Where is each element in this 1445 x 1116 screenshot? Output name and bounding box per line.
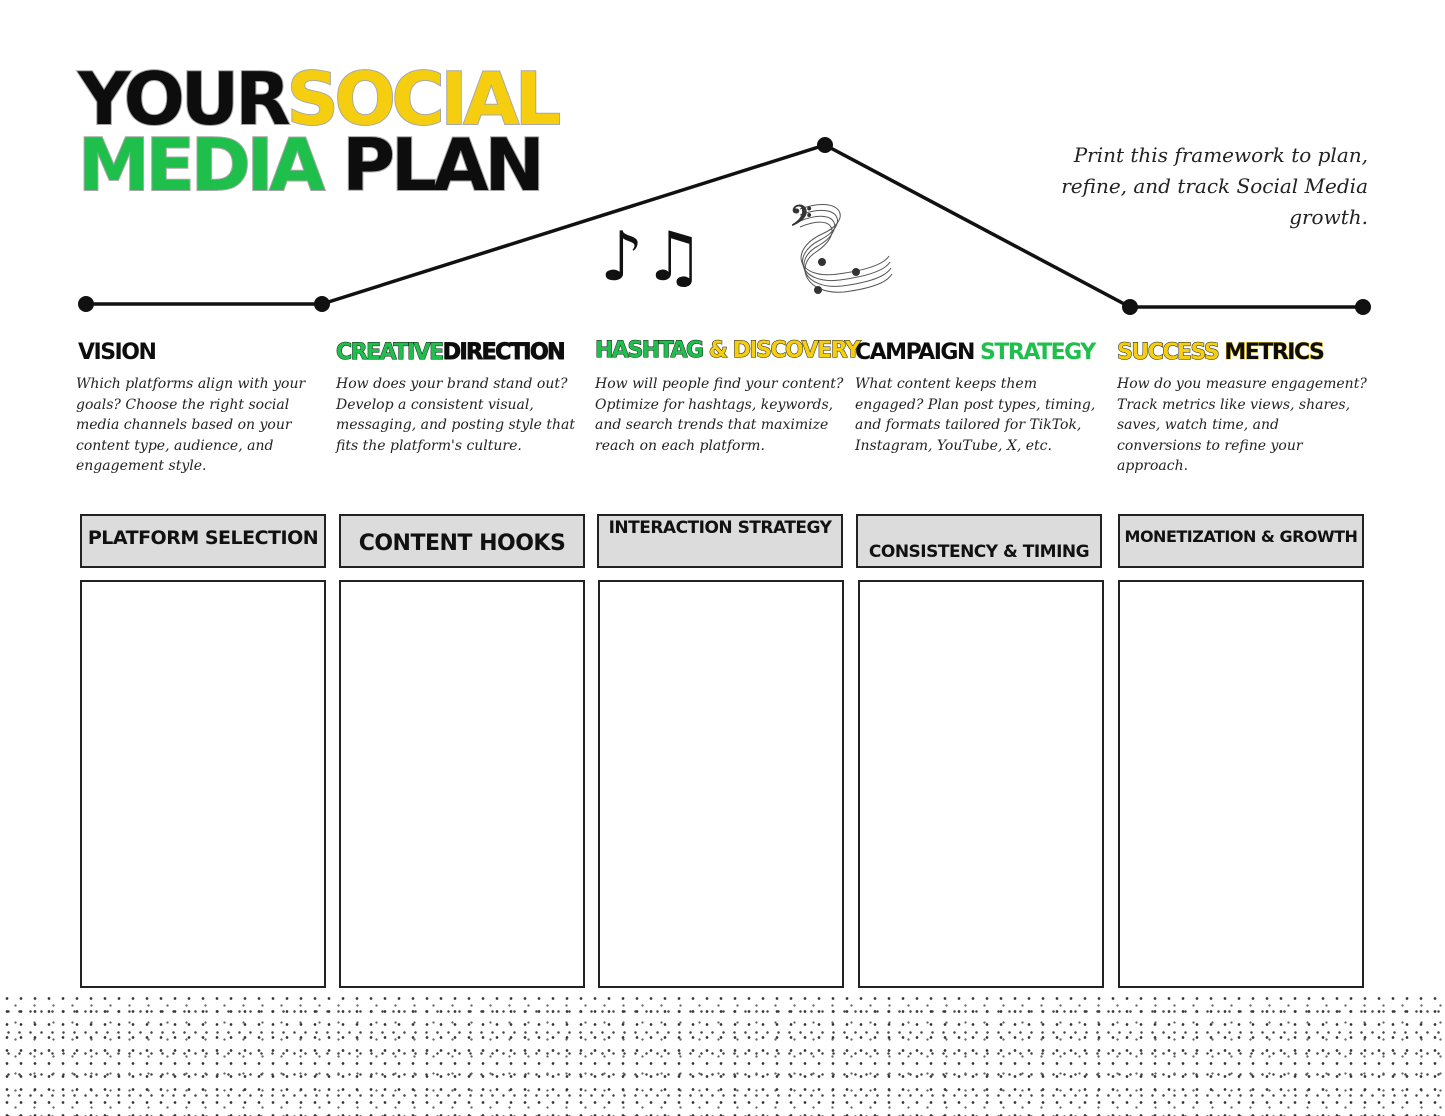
bass-clef-icon: 𝄢: [790, 200, 812, 240]
stage-heading-word: DIRECTION: [442, 340, 565, 365]
writing-box-consistency-timing[interactable]: [858, 580, 1104, 988]
stage-heading-creative-direction: [336, 338, 586, 368]
column-header-content-hooks: CONTENT HOOKS: [339, 514, 585, 568]
stage-success-metrics: [1117, 338, 1367, 477]
roof-node-5: [1355, 299, 1371, 315]
intro-text: Print this framework to plan, refine, and track Social Media growth.: [1061, 143, 1368, 229]
column-header-interaction-strategy: INTERACTION STRATEGY: [597, 514, 843, 568]
writing-box-content-hooks[interactable]: [339, 580, 585, 988]
roof-node-1: [78, 296, 94, 312]
stage-description-hashtag-discovery: How will people find your content? Optimize for hashtags, keywords, and search trends that maximize reach on each platform.: [595, 376, 844, 454]
music-staff-icon: [800, 204, 892, 294]
stage-description-success-metrics: How do you measure engagement? Track metrics like views, shares, saves, watch time, and conversions to refine your approach.: [1117, 376, 1367, 475]
music-notes-pattern-footer: [0, 992, 1445, 1116]
writing-box-platform-selection[interactable]: [80, 580, 326, 988]
stage-heading-word: STRATEGY: [980, 340, 1095, 365]
stage-heading-success-metrics: [1117, 338, 1367, 368]
roof-node-3: [817, 137, 833, 153]
stage-heading-word: VISION: [78, 340, 156, 365]
stage-heading-word: CAMPAIGN: [855, 340, 974, 365]
music-notes-icon: ♪♫: [600, 218, 705, 297]
stage-description-campaign-strategy: What content keeps them engaged? Plan post types, timing, and formats tailored for TikTok, Instagram, YouTube, X, etc.: [855, 376, 1096, 454]
stage-heading-word: SUCCESS: [1117, 340, 1219, 365]
title-word-media: MEDIA: [78, 123, 322, 207]
column-header-monetization-growth: MONETIZATION & GROWTH: [1118, 514, 1364, 568]
stage-vision: [78, 338, 328, 477]
title-word-your: YOUR: [78, 57, 287, 141]
stage-creative-direction: [336, 338, 586, 456]
stage-campaign-strategy: [855, 338, 1107, 456]
stage-description-creative-direction: How does your brand stand out? Develop a consistent visual, messaging, and posting style that fits the platform's culture.: [336, 376, 576, 454]
stage-heading-vision: [78, 338, 328, 368]
stage-heading-hashtag-discovery: [595, 336, 860, 366]
title-word-social: SOCIAL: [286, 57, 557, 141]
column-header-platform-selection: PLATFORM SELECTION: [80, 514, 326, 568]
stage-heading-campaign-strategy: [855, 338, 1107, 368]
stage-hashtag-discovery: [595, 338, 860, 456]
title-word-plan: PLAN: [342, 123, 541, 207]
stage-heading-word: METRICS: [1224, 340, 1324, 365]
stage-heading-word: HASHTAG: [595, 338, 703, 363]
stage-description-vision: Which platforms align with your goals? Choose the right social media channels based on your content type, audience, and engagement style.: [76, 376, 306, 475]
writing-box-interaction-strategy[interactable]: [598, 580, 844, 988]
stage-heading-word: & DISCOVERY: [708, 338, 860, 363]
stage-heading-word: CREATIVE: [336, 340, 443, 365]
writing-box-monetization-growth[interactable]: [1118, 580, 1364, 988]
column-header-consistency-timing: CONSISTENCY & TIMING: [856, 514, 1102, 568]
roof-node-4: [1122, 299, 1138, 315]
roof-node-2: [314, 296, 330, 312]
